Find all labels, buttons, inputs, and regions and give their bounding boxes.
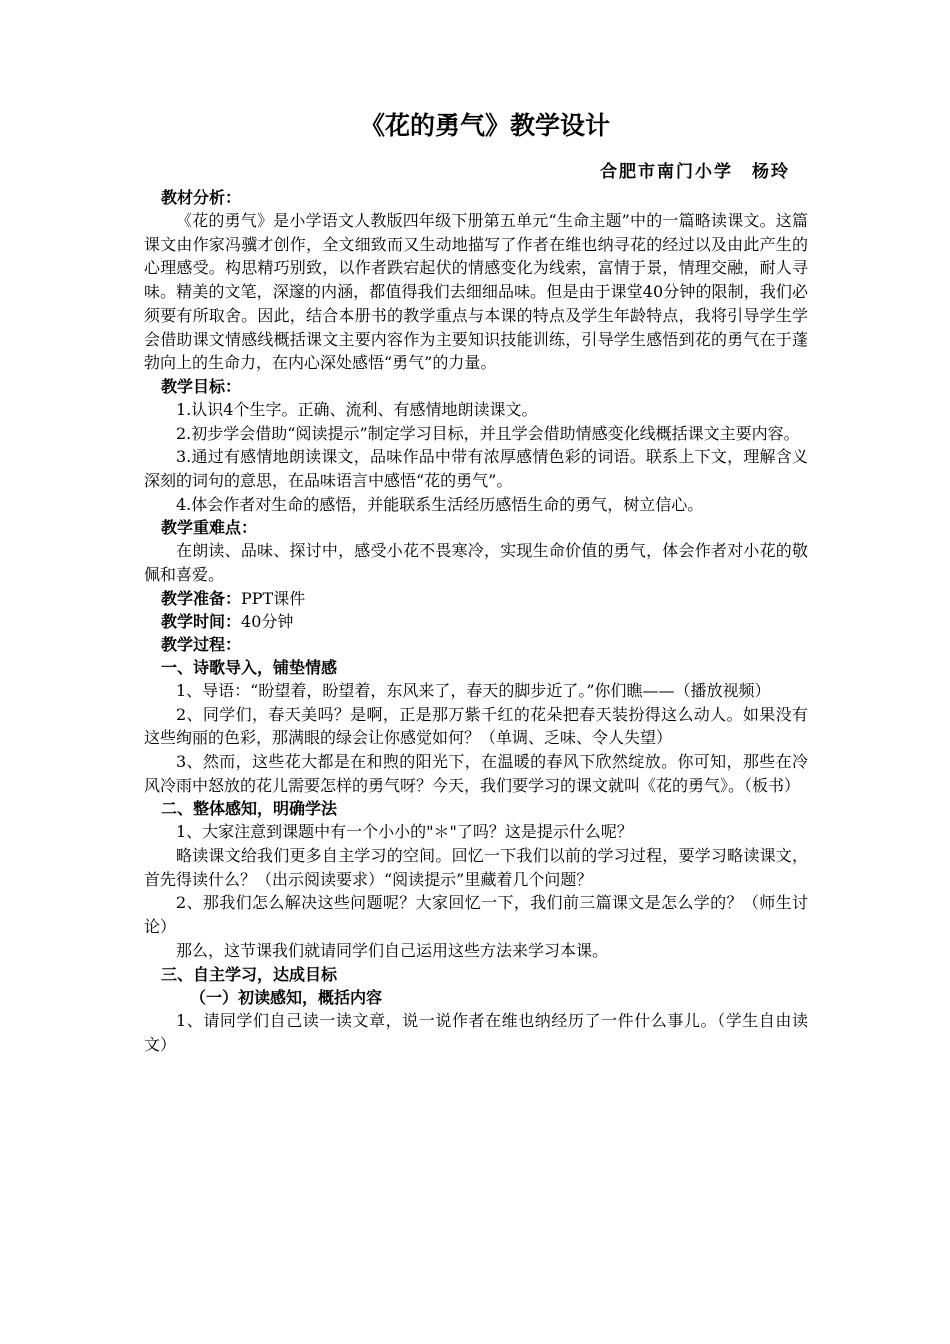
part3-sub-heading: （一）初读感知，概括内容 xyxy=(190,987,383,1007)
goal-item: 2.初步学会借助“阅读提示”制定学习目标，并且学会借助情感变化线概括课文主要内容。 xyxy=(176,423,800,443)
document-content xyxy=(0,106,950,1057)
goals-heading: 教学目标： xyxy=(161,376,242,396)
part1-item: 2、同学们，春天美吗？是啊，正是那万紫千红的花朵把春天装扮得这么动人。如果没有这些绚丽的色彩，那满眼的绿会让你感觉如何？（单调、乏味、令人失望） xyxy=(144,704,808,748)
preparation-line xyxy=(161,587,950,610)
part3-heading: 三、自主学习，达成目标 xyxy=(161,964,338,984)
analysis-text: 《花的勇气》是小学语文人教版四年级下册第五单元“生命主题”中的一篇略读课文。这篇课文由作家冯骥才创作，全文细致而又生动地描写了作者在维也纳寻花的经过以及由此产生的心理感受。构思精巧别致，以作者跌宕起伏的情感变化为线索，富情于景，情理交融，耐人寻味。精美的文笔，深邃的内涵，都值得我们去细细品味。但是由于课堂40分钟的限制，我们必须要有所取舍。因此，结合本册书的教学重点与本课的特点及学生年龄特点，我将引导学生学会借助课文情感线概括课文主要内容作为主要知识技能训练，引导学生感悟到花的勇气在于蓬勃向上的生命力，在内心深处感悟“勇气”的力量。 xyxy=(144,211,808,373)
time-heading: 教学时间： xyxy=(161,611,242,631)
part2-item: 那么，这节课我们就请同学们自己运用这些方法来学习本课。 xyxy=(176,940,609,960)
part2-item: 1、大家注意到课题中有一个小小的"＊"了吗？这是提示什么呢？ xyxy=(176,822,633,842)
time-text: 40分钟 xyxy=(241,611,294,631)
part3-item: 1、请同学们自己读一读文章，说一说作者在维也纳经历了一件什么事儿。（学生自由读文） xyxy=(144,1011,808,1054)
goal-item: 4.体会作者对生命的感悟，并能联系生活经历感悟生命的勇气，树立信心。 xyxy=(176,494,704,514)
part2-item: 2、那我们怎么解决这些问题呢？大家回忆一下，我们前三篇课文是怎么学的？（师生讨论） xyxy=(144,893,808,937)
key-points-heading: 教学重难点： xyxy=(161,518,258,538)
preparation-text: PPT课件 xyxy=(241,588,306,608)
part1-item: 3、然而，这些花大都是在和煦的阳光下，在温暖的春风下欣然绽放。你可知，那些在冷风冷雨中怒放的花儿需要怎样的勇气呀？今天，我们要学习的课文就叫《花的勇气》。（板书） xyxy=(144,751,808,795)
time-line xyxy=(161,610,950,633)
document-title: 《花的勇气》教学设计 xyxy=(359,111,610,140)
preparation-heading: 教学准备： xyxy=(161,588,242,608)
part2-heading: 二、整体感知，明确学法 xyxy=(161,799,338,819)
goal-item: 3.通过有感情地朗读课文，品味作品中带有浓厚感情色彩的词语。联系上下文，理解含义深刻的词句的意思，在品味语言中感悟“花的勇气”。 xyxy=(144,447,808,491)
part1-heading: 一、诗歌导入，铺垫情感 xyxy=(161,657,338,677)
key-points-text: 在朗读、品味、探讨中，感受小花不畏寒冷，实现生命价值的勇气，体会作者对小花的敬佩和喜爱。 xyxy=(144,541,808,585)
goal-item: 1.认识4个生字。正确、流利、有感情地朗读课文。 xyxy=(176,399,538,419)
part1-item: 1、导语：“盼望着，盼望着，东风来了，春天的脚步近了。”你们瞧——（播放视频） xyxy=(176,680,771,700)
author-line: 合肥市南门小学 杨玲 xyxy=(600,162,790,182)
process-heading: 教学过程： xyxy=(161,634,242,654)
part2-item: 略读课文给我们更多自主学习的空间。回忆一下我们以前的学习过程，要学习略读课文，首先得读什么？（出示阅读要求）“阅读提示”里藏着几个问题？ xyxy=(144,846,808,889)
analysis-heading: 教材分析： xyxy=(161,188,242,207)
